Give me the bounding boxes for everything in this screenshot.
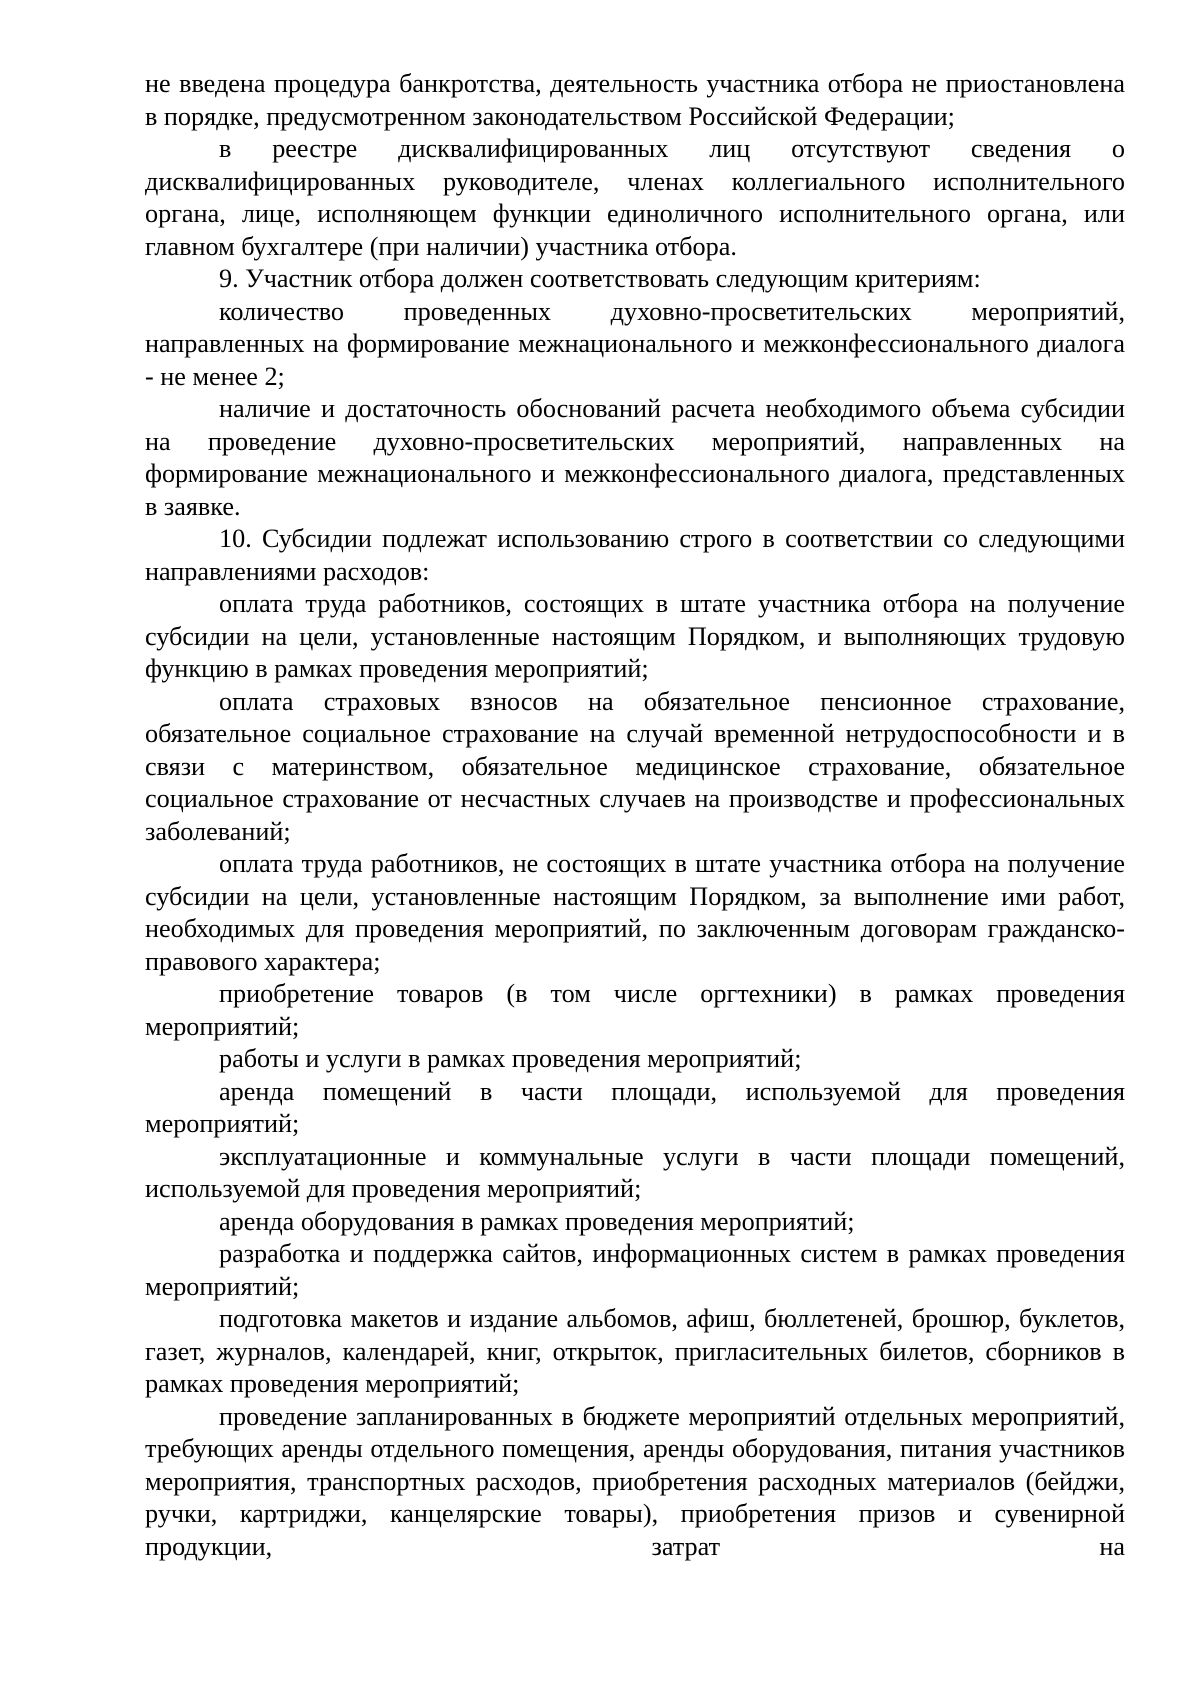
paragraph-contract-pay: оплата труда работников, не состоящих в штате участника отбора на получение субсидии на цели, установленные настоящим Порядком, за выполнение ими работ, необходимых для проведения мероприятий, по заключенным договорам гражданско-правового характера; bbox=[145, 849, 1125, 976]
paragraph-justification: наличие и достаточность обоснований расчета необходимого объема субсидии на проведение духовно-просветительских мероприятий, направленных на формирование межнационального и межконфессионального диалога, представленных в заявке. bbox=[145, 394, 1125, 521]
paragraph-events-count: количество проведенных духовно-просветительских мероприятий, направленных на формирование межнационального и межконфессионального диалога - не менее 2; bbox=[145, 296, 1125, 391]
paragraph-staff-pay: оплата труда работников, состоящих в штате участника отбора на получение субсидии на цели, установленные настоящим Порядком, и выполняющих трудовую функцию в рамках проведения мероприятий; bbox=[145, 589, 1125, 683]
paragraph-printing: подготовка макетов и издание альбомов, афиш, бюллетеней, брошюр, буклетов, газет, журналов, календарей, книг, открыток, пригласительных билетов, сборников в рамках проведения мероприятий; bbox=[145, 1304, 1125, 1398]
paragraph-planned-events: проведение запланированных в бюджете мероприятий отдельных мероприятий, требующих аренды отдельного помещения, аренды оборудования, питания участников мероприятия, транспортных расходов, приобретения расходных материалов (бейджи, ручки, картриджи, канцелярские товары), приобретения призов и сувенирной продукции, затрат на bbox=[145, 1401, 1125, 1561]
paragraph-utilities: эксплуатационные и коммунальные услуги в части площади помещений, используемой для проведения мероприятий; bbox=[145, 1141, 1125, 1203]
paragraph-premises-rent: аренда помещений в части площади, используемой для проведения мероприятий; bbox=[145, 1076, 1125, 1138]
paragraph-insurance: оплата страховых взносов на обязательное пенсионное страхование, обязательное социальное страхование на случай временной нетрудоспособности и в связи с материнством, обязательное медицинское страхование, обязательное социальное страхование от несчастных случаев на производстве и профессиональных заболеваний; bbox=[145, 686, 1125, 846]
document-text bbox=[145, 68, 1125, 1563]
paragraph-goods: приобретение товаров (в том числе оргтехники) в рамках проведения мероприятий; bbox=[145, 979, 1125, 1041]
paragraph-equipment-rent: аренда оборудования в рамках проведения мероприятий; bbox=[219, 1206, 855, 1236]
paragraph-services: работы и услуги в рамках проведения мероприятий; bbox=[219, 1044, 802, 1073]
paragraph-item-10: 10. Субсидии подлежат использованию строго в соответствии со следующими направлениями расходов: bbox=[145, 524, 1125, 586]
paragraph-websites: разработка и поддержка сайтов, информационных систем в рамках проведения мероприятий; bbox=[145, 1239, 1125, 1301]
paragraph-item-9: 9. Участник отбора должен соответствовать следующим критериям: bbox=[219, 264, 981, 293]
paragraph-bankruptcy: не введена процедура банкротства, деятельность участника отбора не приостановлена в порядке, предусмотренном законодательством Российской Федерации; bbox=[145, 69, 1125, 131]
paragraph-disqualified-registry: в реестре дисквалифицированных лиц отсутствуют сведения о дисквалифицированных руководителе, членах коллегиального исполнительного органа, лице, исполняющем функции единоличного исполнительного органа, или главном бухгалтере (при наличии) участника отбора. bbox=[145, 134, 1125, 261]
